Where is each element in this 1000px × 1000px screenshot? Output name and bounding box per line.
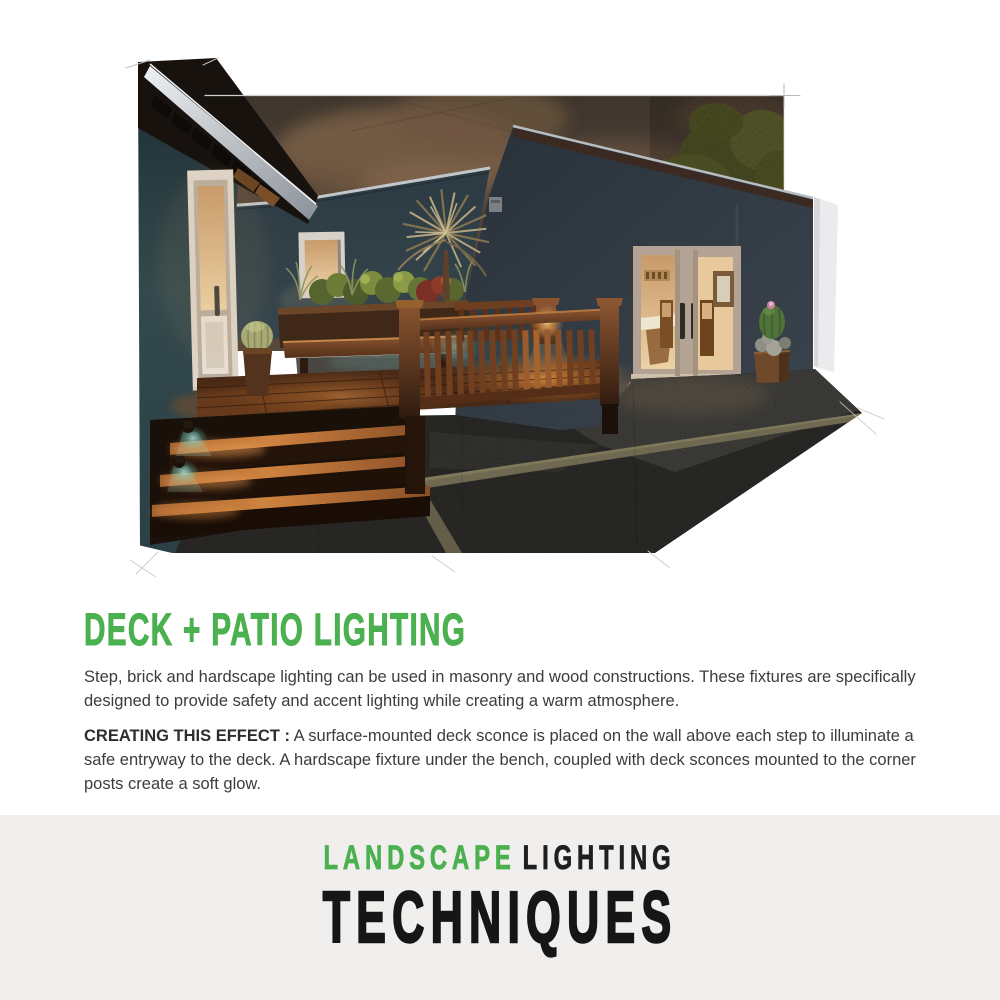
page-title: DECK + PATIO LIGHTING	[84, 604, 467, 655]
effect-label: CREATING THIS EFFECT :	[84, 727, 290, 745]
intro-paragraph: Step, brick and hardscape lighting can be used in masonry and wood constructions. These fixtures are specifically designed to provide safety and accent lighting while creating a warm atmosphere.	[84, 668, 916, 710]
brand-word-landscape: LANDSCAPE	[323, 839, 517, 877]
french-doors	[631, 246, 743, 379]
series-title: TECHNIQUES	[322, 878, 678, 959]
effect-paragraph	[84, 724, 930, 796]
brand-line	[324, 840, 676, 877]
footer-banner	[0, 815, 1000, 1000]
brand-word-lighting: LIGHTING	[523, 839, 677, 877]
article	[84, 604, 930, 807]
effect-text: A surface-mounted deck sconce is placed on the wall above each step to illuminate a safe entryway to the deck. A hardscape fixture under the bench, coupled with deck sconces mounted to the corner posts create a soft glow.	[84, 727, 916, 793]
